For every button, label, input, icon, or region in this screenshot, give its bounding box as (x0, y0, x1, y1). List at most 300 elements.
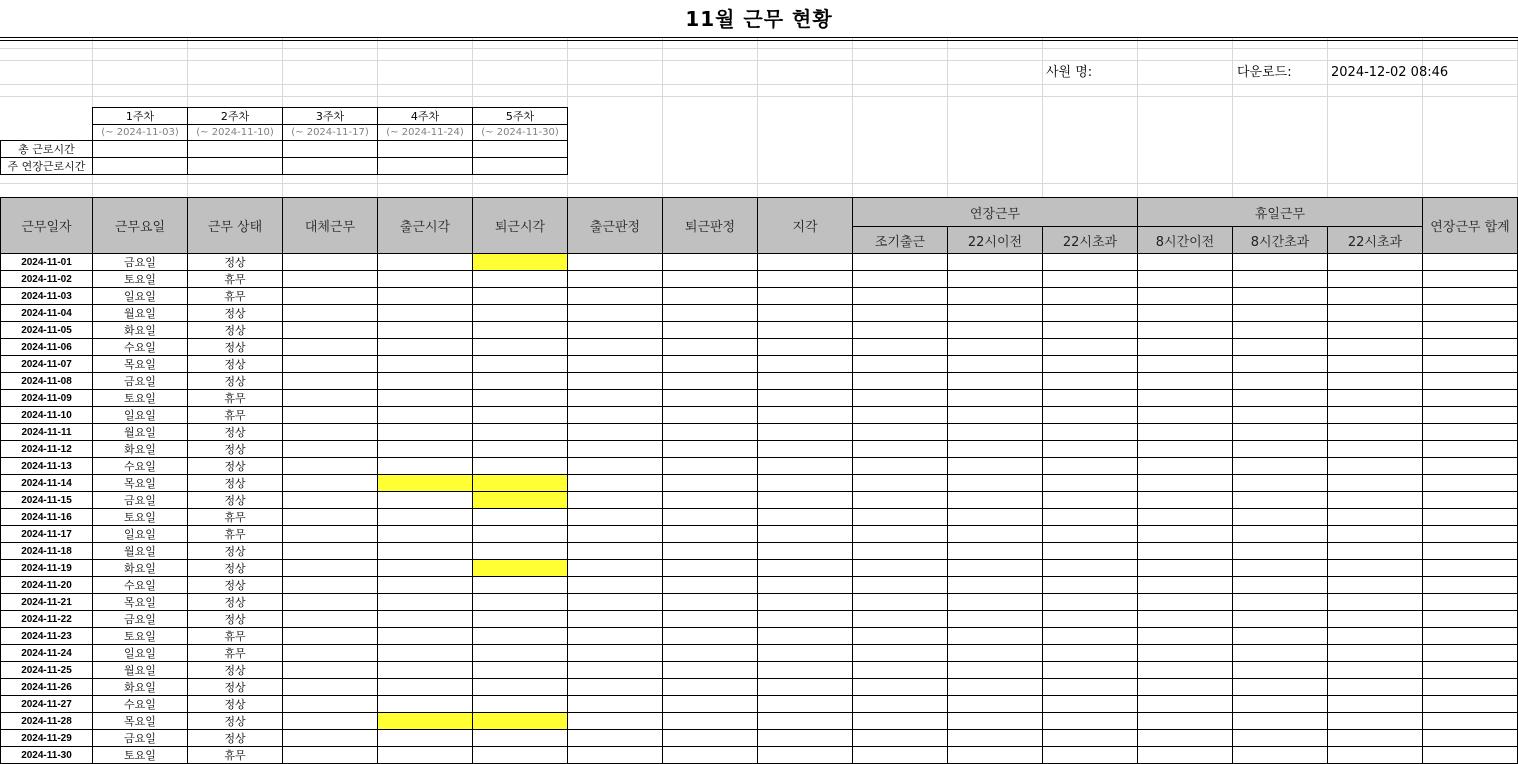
clock-in-cell[interactable] (378, 747, 473, 764)
over-8h-cell[interactable] (1233, 628, 1328, 645)
under-8h-cell[interactable] (1138, 322, 1233, 339)
late-cell[interactable] (758, 730, 853, 747)
early-arrival-cell[interactable] (853, 696, 948, 713)
substitute-cell[interactable] (283, 679, 378, 696)
out-judgement-cell[interactable] (663, 390, 758, 407)
clock-in-cell[interactable] (378, 441, 473, 458)
under-8h-cell[interactable] (1138, 543, 1233, 560)
early-arrival-cell[interactable] (853, 322, 948, 339)
over-8h-cell[interactable] (1233, 458, 1328, 475)
after-22-cell[interactable] (1043, 254, 1138, 271)
out-judgement-cell[interactable] (663, 577, 758, 594)
clock-out-cell[interactable] (473, 424, 568, 441)
substitute-cell[interactable] (283, 305, 378, 322)
clock-in-cell[interactable] (378, 577, 473, 594)
in-judgement-cell[interactable] (568, 577, 663, 594)
before-22-cell[interactable] (948, 424, 1043, 441)
in-judgement-cell[interactable] (568, 305, 663, 322)
over-8h-cell[interactable] (1233, 730, 1328, 747)
out-judgement-cell[interactable] (663, 373, 758, 390)
substitute-cell[interactable] (283, 339, 378, 356)
early-arrival-cell[interactable] (853, 645, 948, 662)
over-8h-cell[interactable] (1233, 577, 1328, 594)
under-8h-cell[interactable] (1138, 662, 1233, 679)
late-cell[interactable] (758, 543, 853, 560)
before-22-cell[interactable] (948, 492, 1043, 509)
early-arrival-cell[interactable] (853, 526, 948, 543)
before-22-cell[interactable] (948, 611, 1043, 628)
clock-out-cell[interactable] (473, 696, 568, 713)
early-arrival-cell[interactable] (853, 441, 948, 458)
clock-out-cell[interactable] (473, 322, 568, 339)
before-22-cell[interactable] (948, 509, 1043, 526)
clock-in-cell[interactable] (378, 424, 473, 441)
out-judgement-cell[interactable] (663, 543, 758, 560)
late-cell[interactable] (758, 373, 853, 390)
after-22-cell[interactable] (1043, 730, 1138, 747)
clock-in-cell[interactable] (378, 492, 473, 509)
weekly-overtime-cell[interactable] (188, 158, 283, 175)
in-judgement-cell[interactable] (568, 696, 663, 713)
out-judgement-cell[interactable] (663, 441, 758, 458)
substitute-cell[interactable] (283, 730, 378, 747)
early-arrival-cell[interactable] (853, 662, 948, 679)
substitute-cell[interactable] (283, 424, 378, 441)
in-judgement-cell[interactable] (568, 713, 663, 730)
after-22-cell[interactable] (1043, 373, 1138, 390)
overtime-total-cell[interactable] (1423, 662, 1518, 679)
over-8h-cell[interactable] (1233, 441, 1328, 458)
after-22-cell[interactable] (1043, 458, 1138, 475)
holiday-after-22-cell[interactable] (1328, 475, 1423, 492)
clock-in-cell[interactable] (378, 611, 473, 628)
substitute-cell[interactable] (283, 713, 378, 730)
clock-in-cell[interactable] (378, 373, 473, 390)
over-8h-cell[interactable] (1233, 373, 1328, 390)
under-8h-cell[interactable] (1138, 679, 1233, 696)
after-22-cell[interactable] (1043, 645, 1138, 662)
in-judgement-cell[interactable] (568, 645, 663, 662)
total-hours-cell[interactable] (188, 141, 283, 158)
weekly-overtime-cell[interactable] (378, 158, 473, 175)
in-judgement-cell[interactable] (568, 679, 663, 696)
overtime-total-cell[interactable] (1423, 628, 1518, 645)
overtime-total-cell[interactable] (1423, 611, 1518, 628)
late-cell[interactable] (758, 475, 853, 492)
holiday-after-22-cell[interactable] (1328, 390, 1423, 407)
substitute-cell[interactable] (283, 662, 378, 679)
holiday-after-22-cell[interactable] (1328, 543, 1423, 560)
holiday-after-22-cell[interactable] (1328, 271, 1423, 288)
after-22-cell[interactable] (1043, 322, 1138, 339)
in-judgement-cell[interactable] (568, 475, 663, 492)
late-cell[interactable] (758, 339, 853, 356)
before-22-cell[interactable] (948, 322, 1043, 339)
over-8h-cell[interactable] (1233, 305, 1328, 322)
substitute-cell[interactable] (283, 373, 378, 390)
under-8h-cell[interactable] (1138, 594, 1233, 611)
clock-out-cell[interactable] (473, 645, 568, 662)
holiday-after-22-cell[interactable] (1328, 645, 1423, 662)
before-22-cell[interactable] (948, 356, 1043, 373)
in-judgement-cell[interactable] (568, 339, 663, 356)
late-cell[interactable] (758, 628, 853, 645)
clock-out-cell[interactable] (473, 628, 568, 645)
clock-out-cell[interactable] (473, 271, 568, 288)
after-22-cell[interactable] (1043, 492, 1138, 509)
over-8h-cell[interactable] (1233, 662, 1328, 679)
clock-in-cell[interactable] (378, 526, 473, 543)
before-22-cell[interactable] (948, 662, 1043, 679)
late-cell[interactable] (758, 254, 853, 271)
under-8h-cell[interactable] (1138, 458, 1233, 475)
overtime-total-cell[interactable] (1423, 679, 1518, 696)
holiday-after-22-cell[interactable] (1328, 679, 1423, 696)
early-arrival-cell[interactable] (853, 509, 948, 526)
before-22-cell[interactable] (948, 458, 1043, 475)
under-8h-cell[interactable] (1138, 373, 1233, 390)
under-8h-cell[interactable] (1138, 577, 1233, 594)
late-cell[interactable] (758, 594, 853, 611)
holiday-after-22-cell[interactable] (1328, 407, 1423, 424)
after-22-cell[interactable] (1043, 339, 1138, 356)
before-22-cell[interactable] (948, 526, 1043, 543)
substitute-cell[interactable] (283, 390, 378, 407)
after-22-cell[interactable] (1043, 594, 1138, 611)
holiday-after-22-cell[interactable] (1328, 305, 1423, 322)
overtime-total-cell[interactable] (1423, 696, 1518, 713)
under-8h-cell[interactable] (1138, 492, 1233, 509)
after-22-cell[interactable] (1043, 526, 1138, 543)
out-judgement-cell[interactable] (663, 730, 758, 747)
after-22-cell[interactable] (1043, 611, 1138, 628)
substitute-cell[interactable] (283, 526, 378, 543)
clock-in-cell[interactable] (378, 288, 473, 305)
before-22-cell[interactable] (948, 543, 1043, 560)
after-22-cell[interactable] (1043, 305, 1138, 322)
in-judgement-cell[interactable] (568, 254, 663, 271)
before-22-cell[interactable] (948, 628, 1043, 645)
early-arrival-cell[interactable] (853, 390, 948, 407)
after-22-cell[interactable] (1043, 509, 1138, 526)
clock-out-cell[interactable] (473, 458, 568, 475)
under-8h-cell[interactable] (1138, 713, 1233, 730)
after-22-cell[interactable] (1043, 356, 1138, 373)
in-judgement-cell[interactable] (568, 628, 663, 645)
after-22-cell[interactable] (1043, 560, 1138, 577)
under-8h-cell[interactable] (1138, 356, 1233, 373)
holiday-after-22-cell[interactable] (1328, 611, 1423, 628)
overtime-total-cell[interactable] (1423, 373, 1518, 390)
late-cell[interactable] (758, 322, 853, 339)
after-22-cell[interactable] (1043, 475, 1138, 492)
total-hours-cell[interactable] (93, 141, 188, 158)
before-22-cell[interactable] (948, 679, 1043, 696)
over-8h-cell[interactable] (1233, 356, 1328, 373)
early-arrival-cell[interactable] (853, 577, 948, 594)
clock-out-cell[interactable] (473, 288, 568, 305)
clock-in-cell[interactable] (378, 509, 473, 526)
clock-in-cell[interactable] (378, 662, 473, 679)
late-cell[interactable] (758, 696, 853, 713)
overtime-total-cell[interactable] (1423, 560, 1518, 577)
in-judgement-cell[interactable] (568, 730, 663, 747)
clock-out-cell[interactable] (473, 475, 568, 492)
clock-out-cell[interactable] (473, 254, 568, 271)
holiday-after-22-cell[interactable] (1328, 356, 1423, 373)
over-8h-cell[interactable] (1233, 424, 1328, 441)
in-judgement-cell[interactable] (568, 526, 663, 543)
out-judgement-cell[interactable] (663, 305, 758, 322)
over-8h-cell[interactable] (1233, 509, 1328, 526)
clock-out-cell[interactable] (473, 577, 568, 594)
in-judgement-cell[interactable] (568, 271, 663, 288)
overtime-total-cell[interactable] (1423, 271, 1518, 288)
clock-in-cell[interactable] (378, 322, 473, 339)
after-22-cell[interactable] (1043, 696, 1138, 713)
in-judgement-cell[interactable] (568, 424, 663, 441)
early-arrival-cell[interactable] (853, 407, 948, 424)
early-arrival-cell[interactable] (853, 628, 948, 645)
before-22-cell[interactable] (948, 407, 1043, 424)
clock-in-cell[interactable] (378, 254, 473, 271)
total-hours-cell[interactable] (378, 141, 473, 158)
under-8h-cell[interactable] (1138, 271, 1233, 288)
before-22-cell[interactable] (948, 271, 1043, 288)
early-arrival-cell[interactable] (853, 679, 948, 696)
late-cell[interactable] (758, 577, 853, 594)
clock-out-cell[interactable] (473, 441, 568, 458)
holiday-after-22-cell[interactable] (1328, 322, 1423, 339)
substitute-cell[interactable] (283, 696, 378, 713)
overtime-total-cell[interactable] (1423, 475, 1518, 492)
clock-out-cell[interactable] (473, 339, 568, 356)
overtime-total-cell[interactable] (1423, 458, 1518, 475)
late-cell[interactable] (758, 458, 853, 475)
out-judgement-cell[interactable] (663, 458, 758, 475)
early-arrival-cell[interactable] (853, 305, 948, 322)
clock-out-cell[interactable] (473, 390, 568, 407)
clock-in-cell[interactable] (378, 390, 473, 407)
before-22-cell[interactable] (948, 730, 1043, 747)
clock-out-cell[interactable] (473, 747, 568, 764)
holiday-after-22-cell[interactable] (1328, 424, 1423, 441)
clock-out-cell[interactable] (473, 373, 568, 390)
in-judgement-cell[interactable] (568, 288, 663, 305)
substitute-cell[interactable] (283, 254, 378, 271)
after-22-cell[interactable] (1043, 628, 1138, 645)
substitute-cell[interactable] (283, 509, 378, 526)
under-8h-cell[interactable] (1138, 509, 1233, 526)
in-judgement-cell[interactable] (568, 543, 663, 560)
overtime-total-cell[interactable] (1423, 543, 1518, 560)
out-judgement-cell[interactable] (663, 356, 758, 373)
over-8h-cell[interactable] (1233, 696, 1328, 713)
substitute-cell[interactable] (283, 645, 378, 662)
clock-in-cell[interactable] (378, 679, 473, 696)
late-cell[interactable] (758, 747, 853, 764)
overtime-total-cell[interactable] (1423, 407, 1518, 424)
out-judgement-cell[interactable] (663, 594, 758, 611)
out-judgement-cell[interactable] (663, 509, 758, 526)
early-arrival-cell[interactable] (853, 254, 948, 271)
holiday-after-22-cell[interactable] (1328, 747, 1423, 764)
out-judgement-cell[interactable] (663, 628, 758, 645)
overtime-total-cell[interactable] (1423, 492, 1518, 509)
substitute-cell[interactable] (283, 322, 378, 339)
over-8h-cell[interactable] (1233, 407, 1328, 424)
substitute-cell[interactable] (283, 271, 378, 288)
overtime-total-cell[interactable] (1423, 509, 1518, 526)
under-8h-cell[interactable] (1138, 645, 1233, 662)
out-judgement-cell[interactable] (663, 645, 758, 662)
late-cell[interactable] (758, 611, 853, 628)
under-8h-cell[interactable] (1138, 390, 1233, 407)
clock-out-cell[interactable] (473, 730, 568, 747)
in-judgement-cell[interactable] (568, 322, 663, 339)
clock-in-cell[interactable] (378, 356, 473, 373)
clock-out-cell[interactable] (473, 594, 568, 611)
clock-in-cell[interactable] (378, 407, 473, 424)
before-22-cell[interactable] (948, 254, 1043, 271)
before-22-cell[interactable] (948, 594, 1043, 611)
early-arrival-cell[interactable] (853, 747, 948, 764)
overtime-total-cell[interactable] (1423, 713, 1518, 730)
substitute-cell[interactable] (283, 475, 378, 492)
clock-in-cell[interactable] (378, 305, 473, 322)
before-22-cell[interactable] (948, 373, 1043, 390)
substitute-cell[interactable] (283, 594, 378, 611)
overtime-total-cell[interactable] (1423, 526, 1518, 543)
after-22-cell[interactable] (1043, 713, 1138, 730)
holiday-after-22-cell[interactable] (1328, 560, 1423, 577)
under-8h-cell[interactable] (1138, 696, 1233, 713)
overtime-total-cell[interactable] (1423, 288, 1518, 305)
before-22-cell[interactable] (948, 305, 1043, 322)
clock-out-cell[interactable] (473, 713, 568, 730)
holiday-after-22-cell[interactable] (1328, 339, 1423, 356)
over-8h-cell[interactable] (1233, 594, 1328, 611)
over-8h-cell[interactable] (1233, 288, 1328, 305)
late-cell[interactable] (758, 356, 853, 373)
early-arrival-cell[interactable] (853, 339, 948, 356)
clock-in-cell[interactable] (378, 543, 473, 560)
under-8h-cell[interactable] (1138, 254, 1233, 271)
late-cell[interactable] (758, 560, 853, 577)
late-cell[interactable] (758, 441, 853, 458)
early-arrival-cell[interactable] (853, 373, 948, 390)
before-22-cell[interactable] (948, 390, 1043, 407)
over-8h-cell[interactable] (1233, 526, 1328, 543)
late-cell[interactable] (758, 679, 853, 696)
out-judgement-cell[interactable] (663, 407, 758, 424)
out-judgement-cell[interactable] (663, 560, 758, 577)
holiday-after-22-cell[interactable] (1328, 577, 1423, 594)
overtime-total-cell[interactable] (1423, 424, 1518, 441)
out-judgement-cell[interactable] (663, 475, 758, 492)
after-22-cell[interactable] (1043, 543, 1138, 560)
clock-out-cell[interactable] (473, 543, 568, 560)
in-judgement-cell[interactable] (568, 747, 663, 764)
clock-in-cell[interactable] (378, 560, 473, 577)
out-judgement-cell[interactable] (663, 662, 758, 679)
total-hours-cell[interactable] (473, 141, 568, 158)
holiday-after-22-cell[interactable] (1328, 662, 1423, 679)
after-22-cell[interactable] (1043, 679, 1138, 696)
before-22-cell[interactable] (948, 560, 1043, 577)
before-22-cell[interactable] (948, 577, 1043, 594)
over-8h-cell[interactable] (1233, 492, 1328, 509)
after-22-cell[interactable] (1043, 662, 1138, 679)
after-22-cell[interactable] (1043, 747, 1138, 764)
under-8h-cell[interactable] (1138, 747, 1233, 764)
late-cell[interactable] (758, 662, 853, 679)
weekly-overtime-cell[interactable] (283, 158, 378, 175)
late-cell[interactable] (758, 526, 853, 543)
out-judgement-cell[interactable] (663, 713, 758, 730)
early-arrival-cell[interactable] (853, 713, 948, 730)
substitute-cell[interactable] (283, 611, 378, 628)
over-8h-cell[interactable] (1233, 339, 1328, 356)
holiday-after-22-cell[interactable] (1328, 594, 1423, 611)
late-cell[interactable] (758, 305, 853, 322)
out-judgement-cell[interactable] (663, 271, 758, 288)
out-judgement-cell[interactable] (663, 288, 758, 305)
early-arrival-cell[interactable] (853, 424, 948, 441)
late-cell[interactable] (758, 424, 853, 441)
late-cell[interactable] (758, 288, 853, 305)
clock-out-cell[interactable] (473, 305, 568, 322)
clock-in-cell[interactable] (378, 645, 473, 662)
clock-out-cell[interactable] (473, 356, 568, 373)
over-8h-cell[interactable] (1233, 271, 1328, 288)
holiday-after-22-cell[interactable] (1328, 730, 1423, 747)
after-22-cell[interactable] (1043, 577, 1138, 594)
early-arrival-cell[interactable] (853, 730, 948, 747)
clock-in-cell[interactable] (378, 628, 473, 645)
in-judgement-cell[interactable] (568, 492, 663, 509)
before-22-cell[interactable] (948, 475, 1043, 492)
holiday-after-22-cell[interactable] (1328, 441, 1423, 458)
before-22-cell[interactable] (948, 696, 1043, 713)
overtime-total-cell[interactable] (1423, 577, 1518, 594)
before-22-cell[interactable] (948, 713, 1043, 730)
holiday-after-22-cell[interactable] (1328, 458, 1423, 475)
clock-out-cell[interactable] (473, 611, 568, 628)
after-22-cell[interactable] (1043, 424, 1138, 441)
under-8h-cell[interactable] (1138, 305, 1233, 322)
clock-in-cell[interactable] (378, 339, 473, 356)
overtime-total-cell[interactable] (1423, 322, 1518, 339)
substitute-cell[interactable] (283, 492, 378, 509)
substitute-cell[interactable] (283, 356, 378, 373)
over-8h-cell[interactable] (1233, 254, 1328, 271)
in-judgement-cell[interactable] (568, 441, 663, 458)
late-cell[interactable] (758, 713, 853, 730)
clock-in-cell[interactable] (378, 696, 473, 713)
substitute-cell[interactable] (283, 560, 378, 577)
substitute-cell[interactable] (283, 288, 378, 305)
late-cell[interactable] (758, 492, 853, 509)
holiday-after-22-cell[interactable] (1328, 713, 1423, 730)
overtime-total-cell[interactable] (1423, 356, 1518, 373)
overtime-total-cell[interactable] (1423, 730, 1518, 747)
substitute-cell[interactable] (283, 747, 378, 764)
late-cell[interactable] (758, 390, 853, 407)
in-judgement-cell[interactable] (568, 509, 663, 526)
under-8h-cell[interactable] (1138, 560, 1233, 577)
weekly-overtime-cell[interactable] (93, 158, 188, 175)
